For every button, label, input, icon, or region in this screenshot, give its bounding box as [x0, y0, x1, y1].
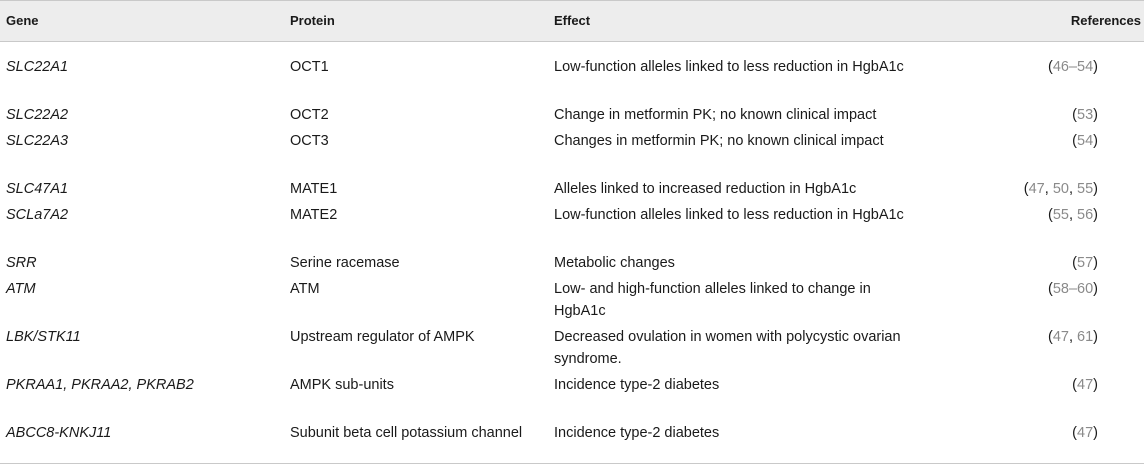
protein-cell: Subunit beta cell potassium channel [290, 425, 523, 441]
protein-cell: MATE2 [290, 207, 338, 223]
table-header [0, 0, 1144, 41]
gene-cell: SRR [6, 255, 37, 271]
reference-link[interactable]: 57 [1077, 255, 1094, 271]
gene-cell: SLC22A2 [6, 107, 69, 123]
reference-link[interactable]: 47 [1052, 329, 1069, 345]
reference-link[interactable]: 50 [1052, 181, 1069, 197]
effect-cell: Decreased ovulation in women with polycystic ovarian syndrome. [554, 329, 901, 367]
protein-cell: OCT1 [290, 59, 329, 75]
gene-cell: SCLa7A2 [6, 207, 69, 223]
header-references: References [1070, 13, 1141, 28]
protein-cell: ATM [290, 281, 320, 297]
reference-link[interactable]: 53 [1077, 107, 1094, 123]
protein-cell: MATE1 [290, 181, 338, 197]
reference-link[interactable]: 47 [1077, 425, 1094, 441]
gene-cell: LBK/STK11 [6, 329, 81, 345]
reference-link[interactable]: 47 [1077, 377, 1094, 393]
gene-cell: PKRAA1, PKRAA2, PKRAB2 [6, 377, 194, 393]
reference-link[interactable]: 54 [1077, 133, 1094, 149]
references-cell: (57) [1072, 255, 1098, 271]
references-cell: (46–54) [1047, 59, 1098, 75]
gene-cell: ABCC8-KNKJ11 [6, 425, 112, 441]
protein-cell: AMPK sub-units [290, 377, 394, 393]
header-protein: Protein [290, 13, 335, 28]
reference-link[interactable]: 58–60 [1052, 281, 1094, 297]
gene-cell: ATM [6, 281, 36, 297]
reference-link[interactable]: 61 [1077, 329, 1094, 345]
references-cell: (53) [1072, 107, 1098, 123]
reference-link[interactable]: 47 [1028, 181, 1045, 197]
effect-cell: Alleles linked to increased reduction in HgbA1c [554, 181, 857, 197]
effect-cell: Change in metformin PK; no known clinical impact [554, 107, 877, 123]
header-effect: Effect [554, 13, 591, 28]
top-rule [0, 0, 1144, 1]
effect-cell: Incidence type-2 diabetes [554, 377, 720, 393]
reference-link[interactable]: 56 [1077, 207, 1094, 223]
header-rule [0, 41, 1144, 42]
protein-cell: Serine racemase [290, 255, 400, 271]
effect-cell: Changes in metformin PK; no known clinical impact [554, 133, 884, 149]
gene-cell: SLC47A1 [6, 181, 69, 197]
protein-cell: OCT2 [290, 107, 329, 123]
effect-cell: Incidence type-2 diabetes [554, 425, 720, 441]
references-cell: (58–60) [1047, 281, 1098, 297]
gene-cell: SLC22A3 [6, 133, 69, 149]
reference-link[interactable]: 55 [1052, 207, 1069, 223]
references-cell: (47) [1072, 377, 1098, 393]
effect-cell: Low- and high-function alleles linked to change in HgbA1c [554, 281, 871, 319]
references-cell: (54) [1072, 133, 1098, 149]
effect-cell: Low-function alleles linked to less reduction in HgbA1c [554, 207, 904, 223]
reference-link[interactable]: 55 [1077, 181, 1094, 197]
protein-cell: Upstream regulator of AMPK [290, 329, 475, 345]
protein-cell: OCT3 [290, 133, 329, 149]
references-cell: (55, 56) [1047, 207, 1098, 223]
effect-cell: Low-function alleles linked to less reduction in HgbA1c [554, 59, 904, 75]
header-gene: Gene [6, 13, 39, 28]
effect-cell: Metabolic changes [554, 255, 675, 271]
gene-cell: SLC22A1 [6, 59, 69, 75]
references-cell: (47) [1072, 425, 1098, 441]
reference-link[interactable]: 46–54 [1052, 59, 1094, 75]
references-cell: (47, 61) [1047, 329, 1098, 345]
references-cell: (47, 50, 55) [1023, 181, 1098, 197]
